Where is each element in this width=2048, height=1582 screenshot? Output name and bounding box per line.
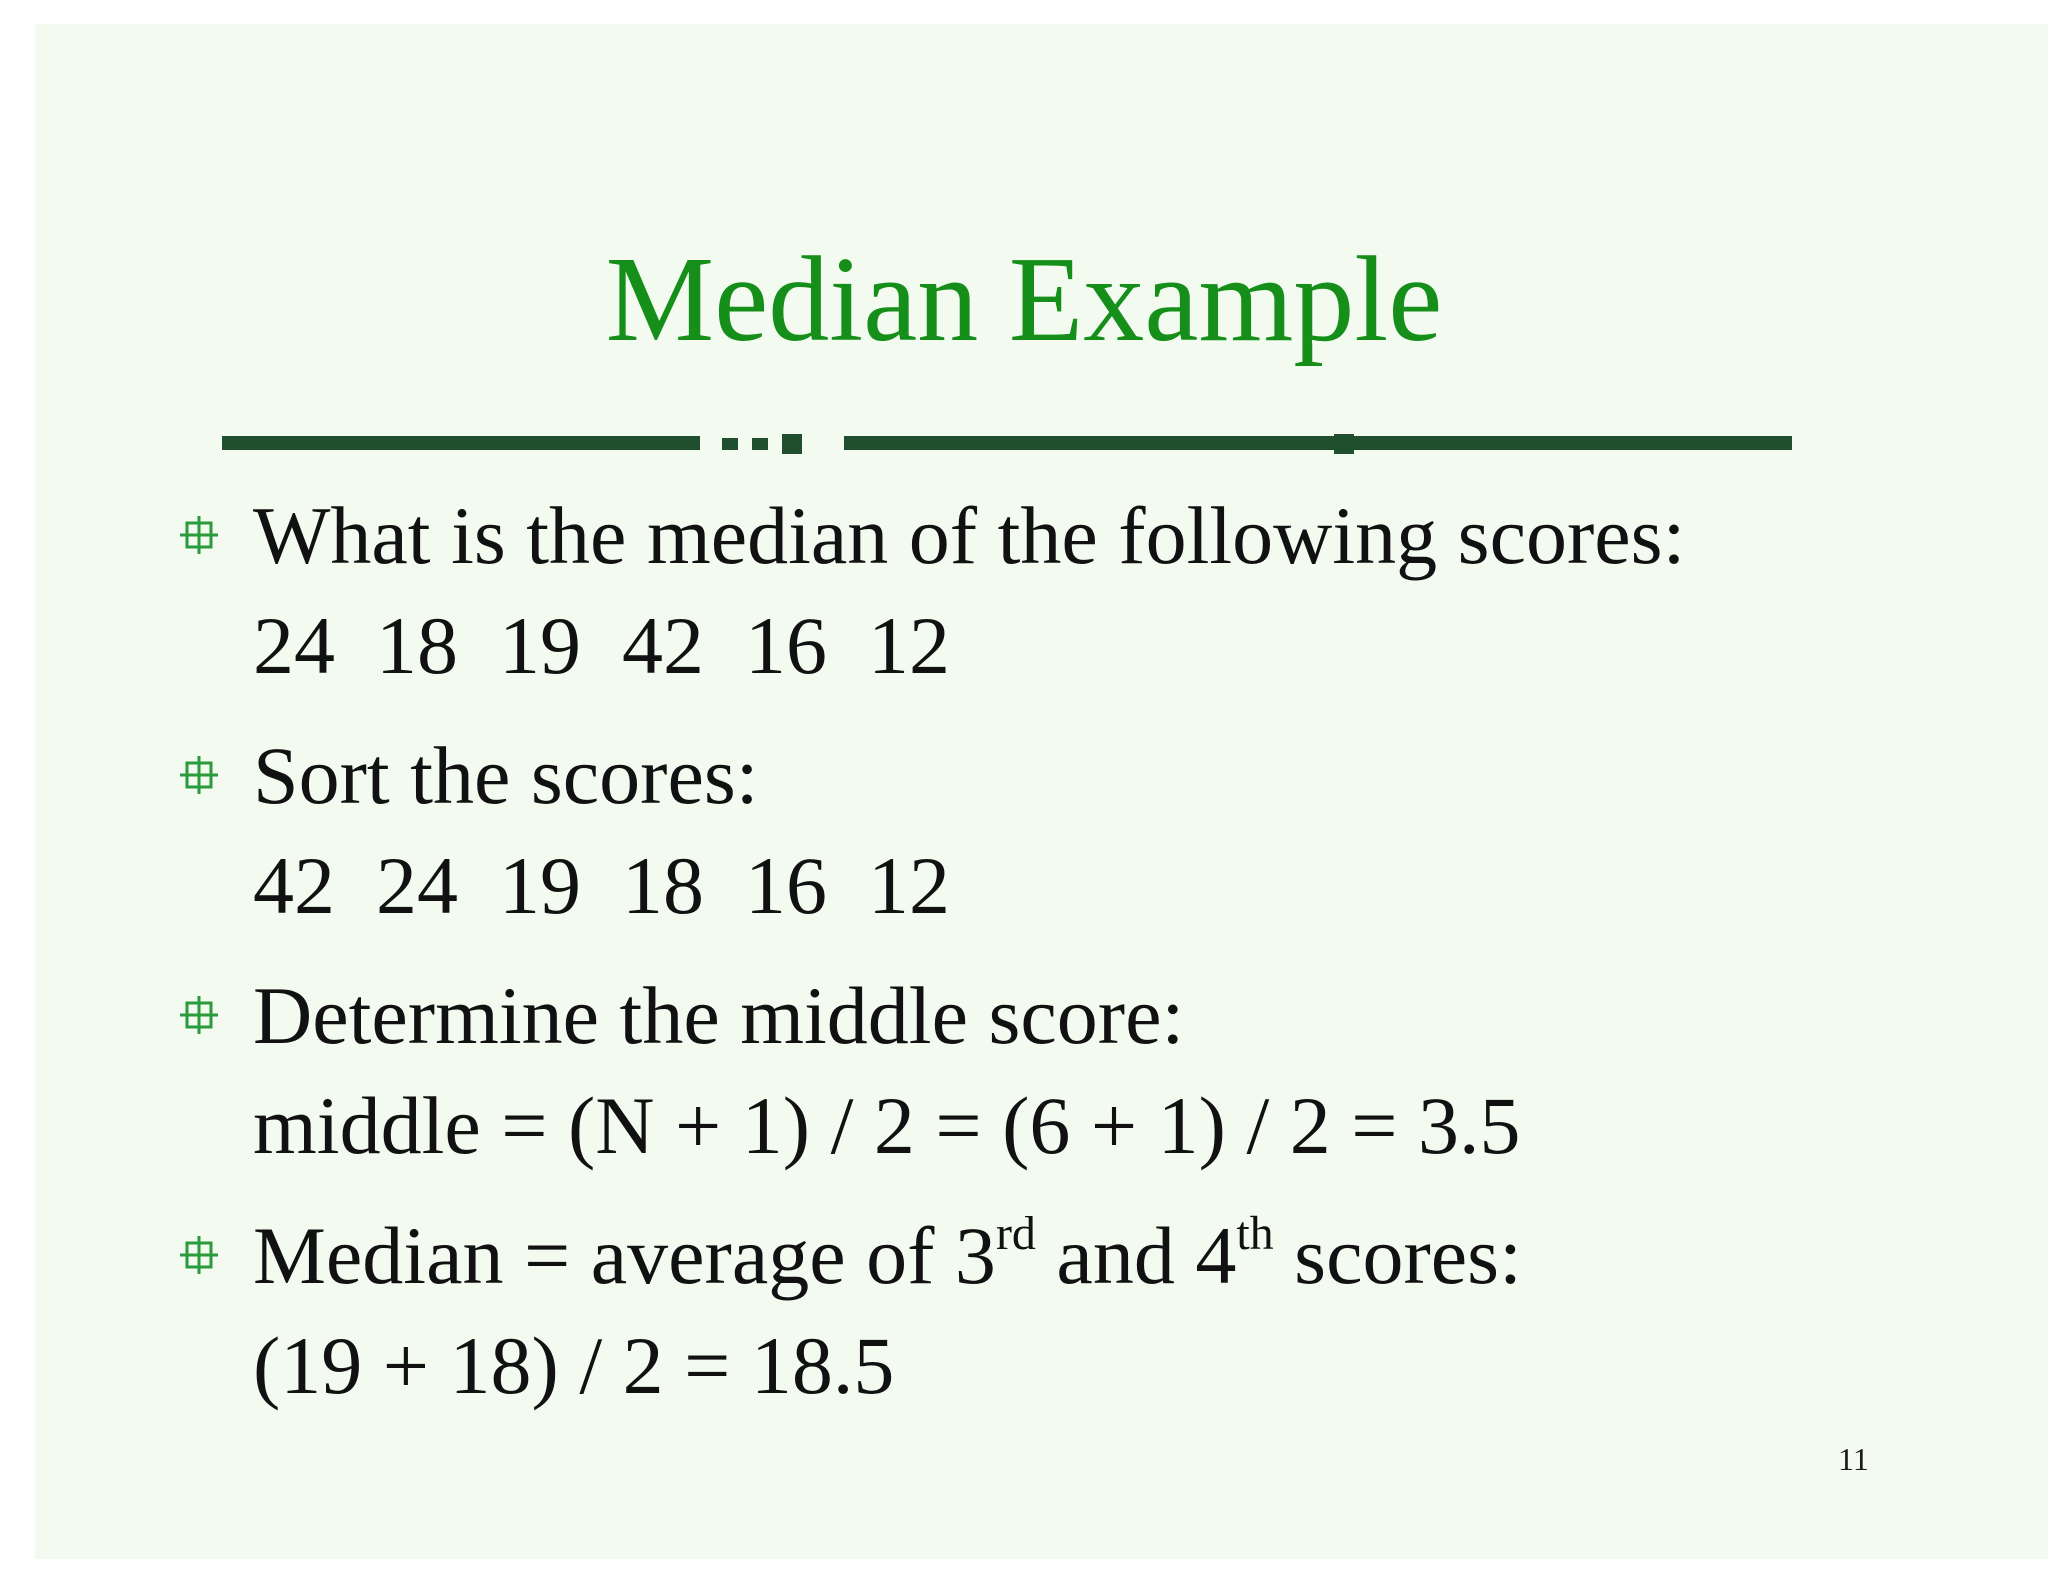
bullet-4-heading (253, 1208, 1522, 1304)
bullet-4-heading-part1: Median = average of 3 (253, 1210, 996, 1301)
bullet-2-heading: Sort the scores: (253, 730, 759, 821)
square-cross-bullet-icon (176, 752, 222, 798)
bullet-4-detail: (19 + 18) / 2 = 18.5 (253, 1320, 895, 1411)
bullet-1-detail: 24 18 19 42 16 12 (253, 600, 950, 691)
bullet-2-detail: 42 24 19 18 16 12 (253, 840, 950, 931)
slide-title: Median Example (605, 232, 1443, 367)
bullet-4-heading-part3: scores: (1273, 1210, 1522, 1301)
square-cross-bullet-icon (176, 992, 222, 1038)
bullet-4-heading-sup1: rd (995, 1206, 1036, 1260)
bullet-3-detail: middle = (N + 1) / 2 = (6 + 1) / 2 = 3.5 (253, 1080, 1521, 1171)
bullet-1-heading: What is the median of the following scores: (253, 490, 1686, 581)
bullet-3-heading: Determine the middle score: (253, 970, 1185, 1061)
square-cross-bullet-icon (176, 512, 222, 558)
bullet-4-heading-sup2: th (1236, 1206, 1274, 1260)
page-number: 11 (1838, 1441, 1869, 1477)
bullet-4-heading-part2: and 4 (1035, 1210, 1237, 1301)
square-cross-bullet-icon (176, 1232, 222, 1278)
